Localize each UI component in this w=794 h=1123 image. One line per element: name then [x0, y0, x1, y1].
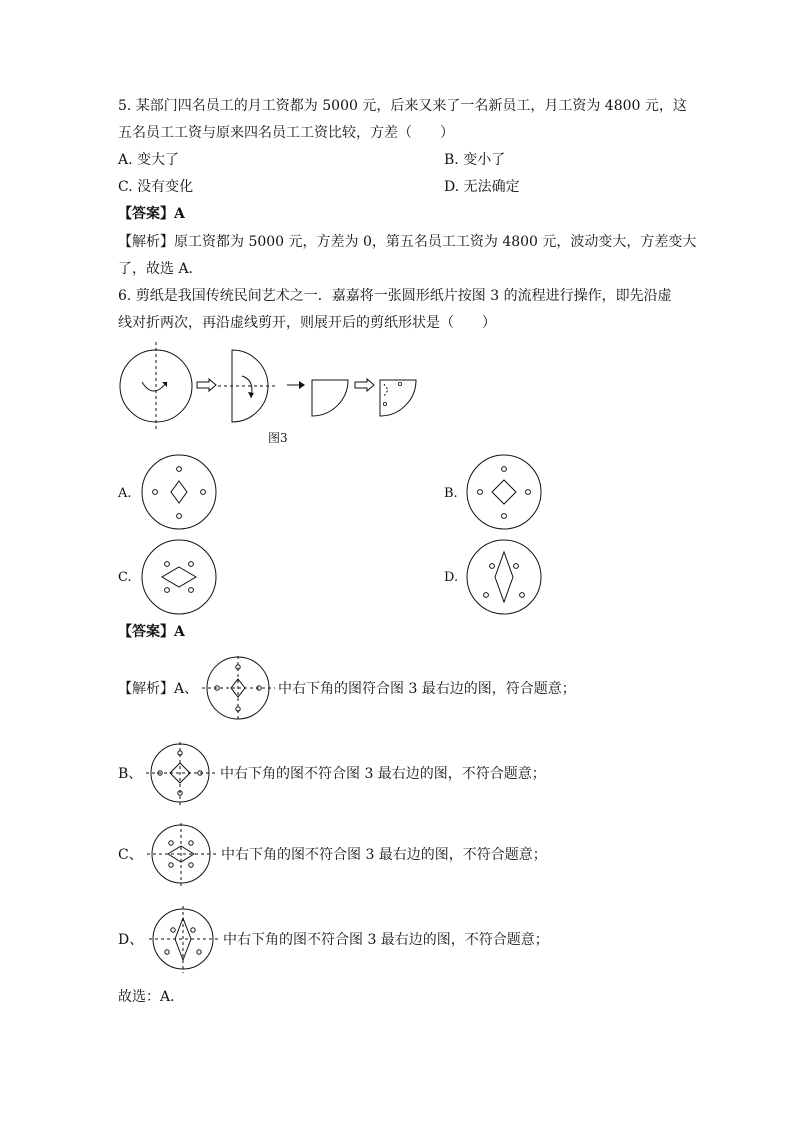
q6-analysis-a-text: 中右下角的图符合图 3 最右边的图，符合题意； — [278, 681, 576, 697]
q5-stem-line1: 5. 某部门四名员工的月工资都为 5000 元，后来又来了一名新员工，月工资为 4800 元，这 — [118, 98, 687, 114]
q6-option-b-figure — [465, 455, 543, 529]
q6-option-c-figure — [140, 540, 218, 614]
q6-conclusion: 故选：A． — [118, 989, 185, 1005]
q6-option-a-figure — [140, 455, 218, 529]
q6-analysis-d-prefix: D、 — [118, 932, 144, 948]
q5-option-d: D. 无法确定 — [444, 179, 520, 195]
figure-3-caption: 图3 — [268, 431, 288, 445]
q6-analysis-b-prefix: B、 — [118, 766, 143, 782]
q6-analysis-d-figure — [145, 906, 223, 974]
q5-analysis-line2: 了，故选 A． — [118, 261, 203, 277]
q5-option-b: B. 变小了 — [444, 152, 506, 168]
q6-stem-line1: 6. 剪纸是我国传统民间艺术之一．嘉嘉将一张圆形纸片按图 3 的流程进行操作，即先沿虚 — [118, 288, 672, 304]
q5-answer: 【答案】A — [118, 206, 185, 222]
q6-analysis-b-text: 中右下角的图不符合图 3 最右边的图，不符合题意； — [220, 766, 546, 782]
q6-option-a-label: A. — [118, 486, 132, 501]
q6-analysis-c-figure — [143, 823, 221, 889]
q6-analysis-b-figure — [142, 742, 220, 808]
q6-stem-line2: 线对折两次，再沿虚线剪开，则展开后的剪纸形状是（ ） — [118, 315, 496, 331]
q5-option-c: C. 没有变化 — [118, 179, 194, 195]
q6-analysis-a-prefix: 【解析】A、 — [118, 681, 199, 697]
q6-answer: 【答案】A — [118, 624, 185, 640]
q5-option-a: A. 变大了 — [118, 152, 180, 168]
q6-analysis-a-figure — [200, 655, 278, 723]
q6-option-b-label: B. — [444, 486, 458, 501]
q6-option-c-label: C. — [118, 570, 132, 585]
q6-analysis-d-text: 中右下角的图不符合图 3 最右边的图，不符合题意； — [223, 932, 549, 948]
q6-option-d-label: D. — [444, 570, 459, 585]
q5-analysis-line1: 【解析】原工资都为 5000 元，方差为 0，第五名员工工资为 4800 元，波动变大，方差变大 — [118, 234, 697, 250]
q6-option-d-figure — [465, 540, 543, 614]
q6-analysis-c-prefix: C、 — [118, 847, 143, 863]
q5-stem-line2: 五名员工工资与原来四名员工工资比较，方差（ ） — [118, 125, 454, 141]
figure-3-folding-process — [115, 342, 425, 437]
q6-analysis-c-text: 中右下角的图不符合图 3 最右边的图，不符合题意； — [221, 847, 547, 863]
